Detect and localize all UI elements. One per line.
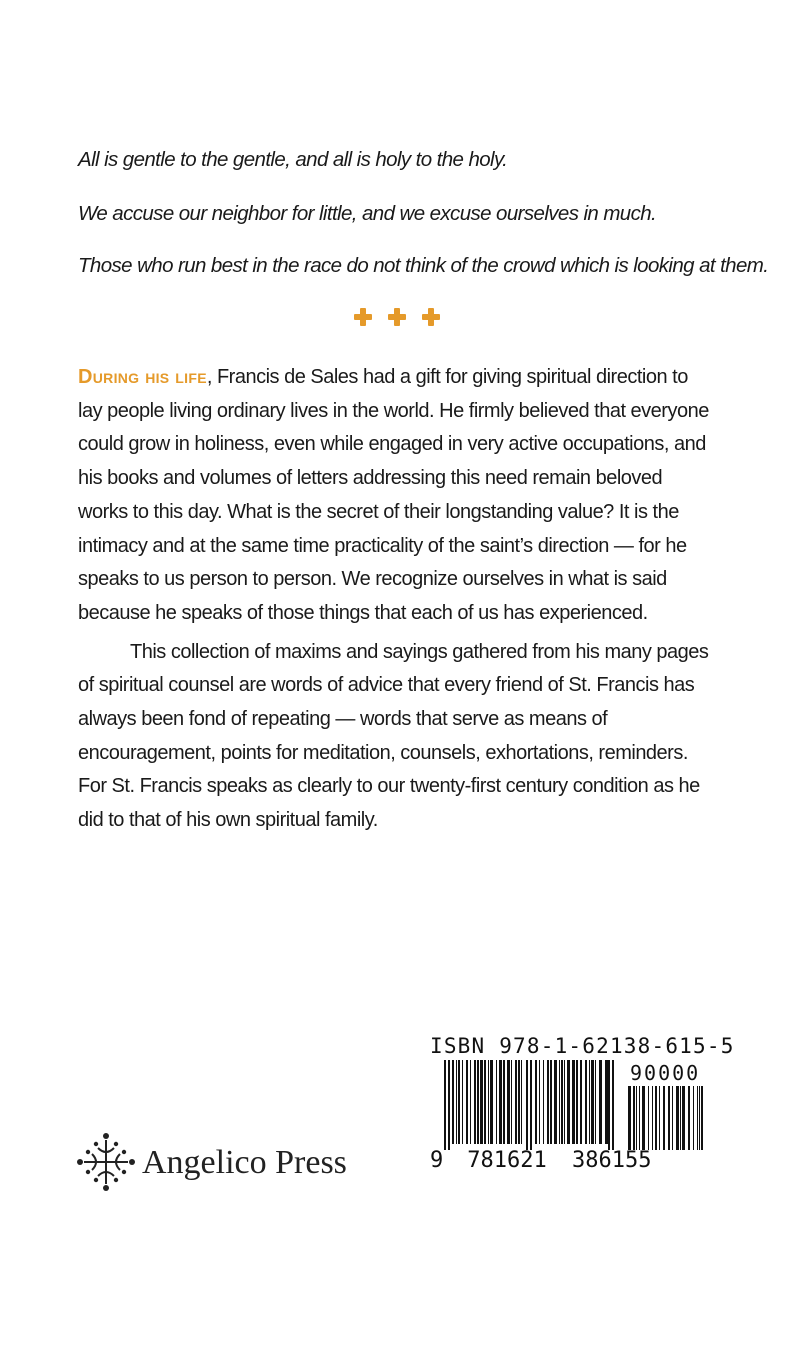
lead-in: During his life xyxy=(78,366,207,388)
isbn-label: ISBN 978-1-62138-615-5 xyxy=(430,1034,735,1058)
barcode-bar xyxy=(599,1060,602,1144)
barcode-bar xyxy=(554,1060,557,1144)
angelico-cross-logo-icon xyxy=(76,1130,136,1194)
publisher-name: Angelico Press xyxy=(142,1144,347,1181)
barcode-bar xyxy=(572,1060,575,1144)
barcode-bar xyxy=(585,1060,587,1144)
barcode-bar xyxy=(496,1060,497,1144)
barcode-bar xyxy=(474,1060,476,1144)
barcode-bar xyxy=(444,1060,446,1150)
barcode-addon-bar xyxy=(652,1086,653,1150)
barcode-bar xyxy=(561,1060,563,1144)
barcode-group-2: 386155 xyxy=(571,1148,652,1173)
barcode-bar xyxy=(608,1060,610,1150)
barcode-bar xyxy=(539,1060,540,1144)
barcode-addon-bar xyxy=(682,1086,685,1150)
barcode-bar xyxy=(456,1060,457,1144)
price-code: 90000 xyxy=(630,1061,701,1085)
barcode-bar xyxy=(499,1060,502,1144)
barcode-bar xyxy=(518,1060,520,1144)
paragraph-1-text: , Francis de Sales had a gift for giving spiritual direction to lay people living ordinary lives in the world. He firmly believed that everyone could grow in holiness, even while engaged in very active occupations, and his books and volumes of letters addressing this need remain beloved works to this day. What is the secret of their longstanding value? It is the intimacy and at the same time practicality of the saint’s direction — for he speaks to us person to person. We recognize ourselves in what is said because he speaks of those things that each of us has experienced. xyxy=(78,366,709,624)
barcode-bar xyxy=(490,1060,493,1144)
barcode-bar xyxy=(567,1060,570,1144)
barcode-bar xyxy=(576,1060,578,1144)
barcode-bar xyxy=(547,1060,549,1144)
barcode-addon-bar xyxy=(668,1086,670,1150)
barcode-bar xyxy=(550,1060,552,1144)
barcode-bar xyxy=(526,1060,528,1150)
barcode-bar xyxy=(484,1060,486,1144)
barcode-addon-bar xyxy=(701,1086,703,1150)
quote-1: All is gentle to the gentle, and all is holy to the holy. xyxy=(78,148,508,171)
barcode-addon-bar xyxy=(688,1086,690,1150)
description-paragraph-2: This collection of maxims and sayings gathered from his many pages of spiritual counsel are words of advice that every friend of St. Francis has always been fond of repeating — words that serve as means of encouragement, points for meditation, counsels, exhortations, reminders. For St. Francis speaks as clearly to our twenty-first century condition as he did to that of his own spiritual family. xyxy=(78,640,709,832)
barcode-bar xyxy=(559,1060,560,1144)
barcode-bar xyxy=(477,1060,479,1144)
barcode-bar xyxy=(580,1060,582,1144)
barcode-bar xyxy=(462,1060,463,1144)
barcode-bar xyxy=(466,1060,468,1144)
barcode-addon-bar xyxy=(628,1086,631,1150)
barcode-bar xyxy=(515,1060,517,1144)
barcode-addon-bar xyxy=(642,1086,645,1150)
barcode-bar xyxy=(543,1060,544,1144)
description xyxy=(78,361,714,838)
barcode-addon-bar xyxy=(655,1086,657,1150)
triple-cross-ornament-icon xyxy=(352,306,442,328)
barcode-bar xyxy=(605,1060,608,1144)
barcode-bar xyxy=(503,1060,505,1144)
barcode-bar xyxy=(488,1060,489,1144)
barcode-first-digit: 9 xyxy=(430,1148,444,1173)
quote-2: We accuse our neighbor for little, and we excuse ourselves in much. xyxy=(78,202,657,225)
barcode-bar xyxy=(535,1060,537,1144)
barcode-bar xyxy=(470,1060,471,1144)
barcode-addon-bar xyxy=(633,1086,635,1150)
barcode-bar xyxy=(564,1060,565,1144)
barcode-addon-bar xyxy=(659,1086,660,1150)
barcode-bar xyxy=(595,1060,596,1144)
barcode-bar xyxy=(530,1060,532,1150)
barcode-bar xyxy=(511,1060,512,1144)
description-paragraph-1 xyxy=(78,361,714,631)
quote-3: Those who run best in the race do not think of the crowd which is looking at them. xyxy=(78,254,769,277)
barcode-bar xyxy=(521,1060,522,1144)
barcode-bar xyxy=(612,1060,614,1150)
barcode-addon-bar xyxy=(672,1086,673,1150)
barcode-addon-bar xyxy=(636,1086,637,1150)
barcode-addon-bar xyxy=(663,1086,665,1150)
barcode-bar xyxy=(448,1060,450,1150)
barcode-group-1: 781621 xyxy=(467,1148,547,1173)
barcode-digits xyxy=(430,1148,651,1173)
barcode-addon-bar xyxy=(648,1086,649,1150)
barcode-bar xyxy=(480,1060,483,1144)
barcode-bar xyxy=(591,1060,594,1144)
barcode-addon-bar xyxy=(699,1086,700,1150)
barcode-bar xyxy=(452,1060,454,1144)
barcode-addon-bar xyxy=(680,1086,681,1150)
barcode-addon-bar xyxy=(639,1086,640,1150)
barcode-bar xyxy=(507,1060,510,1144)
publisher-block xyxy=(76,1130,376,1194)
barcode-addon-bar xyxy=(697,1086,698,1150)
barcode-bar xyxy=(458,1060,460,1144)
barcode-addon-bar xyxy=(693,1086,694,1150)
barcode-bar xyxy=(589,1060,590,1144)
barcode-addon-bar xyxy=(676,1086,679,1150)
